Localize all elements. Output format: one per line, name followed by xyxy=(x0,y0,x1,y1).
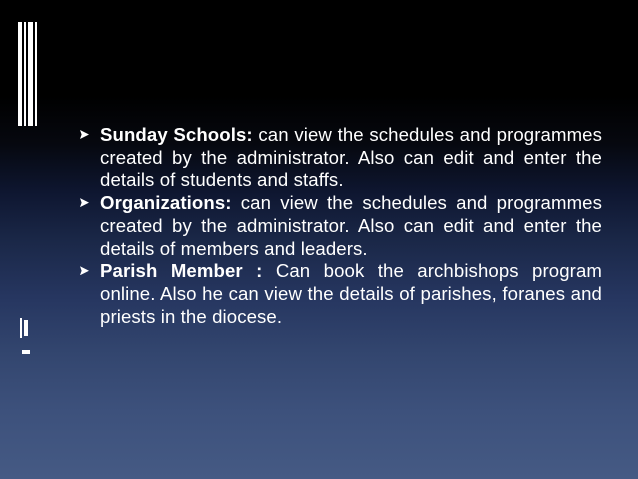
bullet-item-sunday-schools xyxy=(80,124,602,192)
bullet-text: can view the schedules and programmes created by the administrator. Also can edit and enter the details of students and staffs. xyxy=(100,124,602,191)
bullet-list xyxy=(80,124,602,328)
bullet-icon xyxy=(80,198,89,207)
bullet-icon xyxy=(80,266,89,275)
bullet-icon xyxy=(80,130,89,139)
decorative-stripe xyxy=(35,22,37,126)
decorative-mark xyxy=(24,320,28,336)
decorative-mark xyxy=(20,318,22,338)
decorative-stripe xyxy=(18,22,22,126)
bullet-item-parish-member xyxy=(80,260,602,328)
bullet-text: Can book the archbishops program online. Also he can view the details of parishes, foranes and priests in the diocese. xyxy=(100,260,602,327)
bullet-item-organizations xyxy=(80,192,602,260)
decorative-stripe xyxy=(24,22,26,126)
bullet-label: Organizations: xyxy=(100,192,232,214)
decorative-stripes xyxy=(0,0,38,479)
bullet-text: can view the schedules and programmes created by the administrator. Also can edit and enter the details of members and leaders. xyxy=(100,192,602,259)
bullet-label: Sunday Schools: xyxy=(100,124,253,145)
decorative-mark xyxy=(22,350,30,354)
bullet-label: Parish Member : xyxy=(100,260,263,282)
decorative-stripe xyxy=(28,22,33,126)
